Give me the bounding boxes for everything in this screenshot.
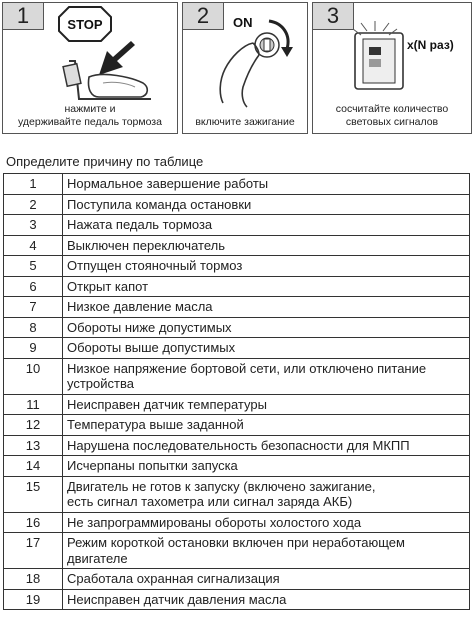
- cause-description-line1: Низкое напряжение бортовой сети, или отключено питание: [67, 360, 427, 376]
- cause-number: 6: [4, 276, 63, 297]
- cause-description: Выключен переключатель: [63, 235, 470, 256]
- hand-icon: [220, 43, 259, 107]
- step-2-panel: [182, 2, 308, 134]
- cause-description: Сработала охранная сигнализация: [63, 569, 470, 590]
- table-row: [4, 256, 470, 277]
- table-row: [4, 569, 470, 590]
- table-row: [4, 533, 470, 569]
- table-row: [4, 215, 470, 236]
- blink-count-label: x(N раз): [407, 38, 454, 52]
- cause-number: 18: [4, 569, 63, 590]
- step-3-caption-line2: световых сигналов: [345, 116, 439, 128]
- cause-number: 17: [4, 533, 63, 569]
- ignition-on-label: ON: [233, 15, 253, 30]
- cause-description-line1: Режим короткой остановки включен при неработающем: [67, 535, 405, 550]
- step-1-number: 1: [3, 3, 44, 30]
- cause-description-line1: Двигатель не готов к запуску (включено зажигание,: [67, 478, 376, 494]
- cause-description: Обороты ниже допустимых: [63, 317, 470, 338]
- table-row: [4, 194, 470, 215]
- step-1-caption-line1: нажмите и: [64, 103, 116, 115]
- table-row: [4, 456, 470, 477]
- step-1-panel: [2, 2, 178, 134]
- cause-description: Открыт капот: [63, 276, 470, 297]
- table-row: [4, 276, 470, 297]
- cause-description: Обороты выше допустимых: [63, 338, 470, 359]
- table-row: [4, 358, 470, 394]
- step-3-number: 3: [313, 3, 354, 30]
- cause-description-line2: есть сигнал тахометра или сигнал заряда АКБ): [67, 494, 353, 509]
- cause-number: 15: [4, 476, 63, 512]
- cause-number: 10: [4, 358, 63, 394]
- cause-number: 3: [4, 215, 63, 236]
- cause-number: 5: [4, 256, 63, 277]
- step-2-number: 2: [183, 3, 224, 30]
- cause-number: 2: [4, 194, 63, 215]
- cause-description: Температура выше заданной: [63, 415, 470, 436]
- cause-number: 16: [4, 512, 63, 533]
- cause-description: [63, 476, 470, 512]
- step-3-caption-line1: сосчитайте количество: [335, 103, 449, 115]
- cause-description: Низкое давление масла: [63, 297, 470, 318]
- cause-number: 7: [4, 297, 63, 318]
- cause-number: 8: [4, 317, 63, 338]
- table-row: [4, 338, 470, 359]
- steps-strip: [2, 2, 472, 136]
- cause-number: 4: [4, 235, 63, 256]
- table-row: [4, 415, 470, 436]
- table-row: [4, 589, 470, 610]
- step-1-caption: [5, 103, 175, 129]
- cause-number: 9: [4, 338, 63, 359]
- cause-description: Нормальное завершение работы: [63, 174, 470, 195]
- cause-number: 11: [4, 394, 63, 415]
- table-row: [4, 476, 470, 512]
- table-row: [4, 435, 470, 456]
- step-3-caption: [315, 103, 469, 129]
- step-2-caption-line1: включите зажигание: [195, 116, 295, 128]
- cause-description: [63, 533, 470, 569]
- table-row: [4, 317, 470, 338]
- cause-number: 19: [4, 589, 63, 610]
- cause-description: Неисправен датчик давления масла: [63, 589, 470, 610]
- table-row: [4, 297, 470, 318]
- cause-description: Неисправен датчик температуры: [63, 394, 470, 415]
- cause-description-line2: устройства: [67, 376, 134, 391]
- cause-description: [63, 358, 470, 394]
- cause-number: 13: [4, 435, 63, 456]
- cause-number: 14: [4, 456, 63, 477]
- cause-description: Исчерпаны попытки запуска: [63, 456, 470, 477]
- press-arrow-icon: [99, 41, 135, 75]
- cause-description: Поступила команда остановки: [63, 194, 470, 215]
- causes-table: [3, 173, 470, 610]
- cause-number: 1: [4, 174, 63, 195]
- step-3-panel: [312, 2, 472, 134]
- table-row: [4, 174, 470, 195]
- step-1-caption-line2: удерживайте педаль тормоза: [18, 116, 162, 128]
- cause-description: Не запрограммированы обороты холостого хода: [63, 512, 470, 533]
- table-row: [4, 394, 470, 415]
- table-row: [4, 235, 470, 256]
- cause-number: 12: [4, 415, 63, 436]
- cause-description: Отпущен стояночный тормоз: [63, 256, 470, 277]
- table-row: [4, 512, 470, 533]
- stop-sign-text: STOP: [67, 17, 103, 32]
- cause-description: Нажата педаль тормоза: [63, 215, 470, 236]
- instruction-text: Определите причину по таблице: [6, 154, 204, 169]
- step-2-caption: [185, 116, 305, 129]
- cause-description-line2: двигателе: [67, 550, 128, 566]
- cause-description: Нарушена последовательность безопасности для МКПП: [63, 435, 470, 456]
